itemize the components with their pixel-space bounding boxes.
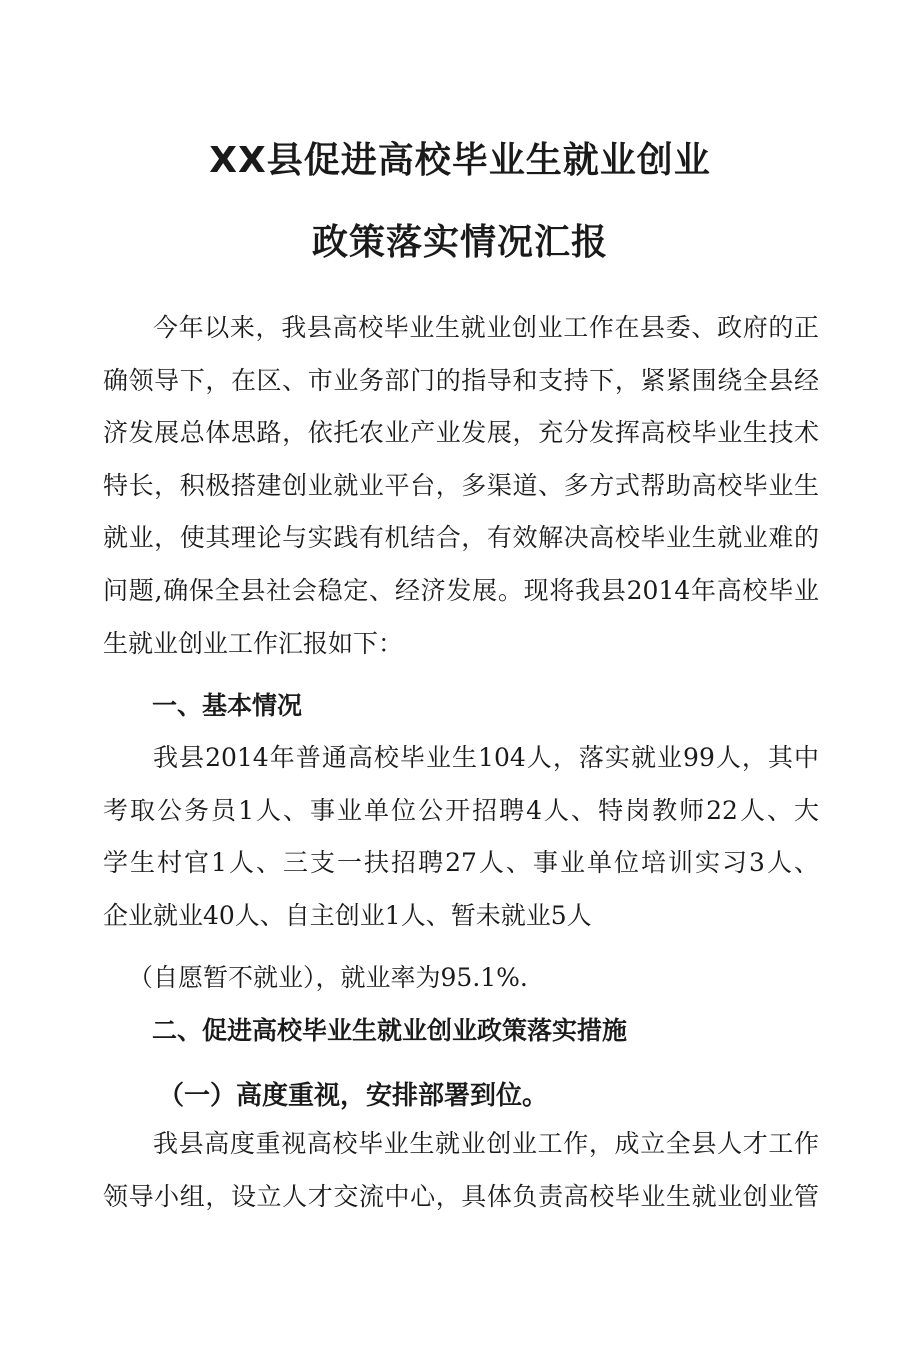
basic-info-line: 学生村官1人、三支一扶招聘27人、事业单位培训实习3人、: [103, 848, 819, 878]
leadership-line: 我县高度重视高校毕业生就业创业工作，成立全县人才工作: [153, 1129, 819, 1158]
leadership-line: 领导小组，设立人才交流中心，具体负责高校毕业生就业创业管: [103, 1181, 819, 1211]
basic-info-line: 企业就业40人、自主创业1人、暂未就业5人: [103, 900, 592, 930]
intro-line: 特长，积极搭建创业就业平台，多渠道、多方式帮助高校毕业生: [103, 470, 819, 500]
basic-info-paragraph: [103, 732, 819, 942]
intro-line: 济发展总体思路，依托农业产业发展，充分发挥高校毕业生技术: [103, 418, 819, 448]
intro-paragraph: [103, 302, 819, 670]
document-title-line-1: XX县促进高校毕业生就业创业: [209, 140, 711, 182]
subsection-heading-1: （一）高度重视，安排部署到位。: [158, 1081, 549, 1111]
intro-line: 确领导下，在区、市业务部门的指导和支持下，紧紧围绕全县经: [103, 365, 819, 395]
leadership-paragraph: [103, 1118, 819, 1223]
section-heading-measures: 二、促进高校毕业生就业创业政策落实措施: [152, 1016, 628, 1045]
intro-line: 就业，使其理论与实践有机结合，有效解决高校毕业生就业难的: [103, 523, 819, 553]
intro-line: 生就业创业工作汇报如下：: [103, 628, 404, 658]
basic-info-line: 考取公务员1人、事业单位公开招聘4人、特岗教师22人、大: [103, 795, 819, 825]
section-heading-basic: 一、基本情况: [152, 691, 303, 720]
document-title-line-2: 政策落实情况汇报: [311, 222, 608, 264]
intro-line: 问题,确保全县社会稳定、经济发展。现将我县2014年高校毕业: [103, 575, 819, 605]
intro-line: 今年以来，我县高校毕业生就业创业工作在县委、政府的正: [153, 313, 819, 342]
employment-rate-line: （自愿暂不就业），就业率为95.1%.: [128, 963, 528, 992]
basic-info-line: 我县2014年普通高校毕业生104人，落实就业99人，其中: [153, 743, 819, 772]
